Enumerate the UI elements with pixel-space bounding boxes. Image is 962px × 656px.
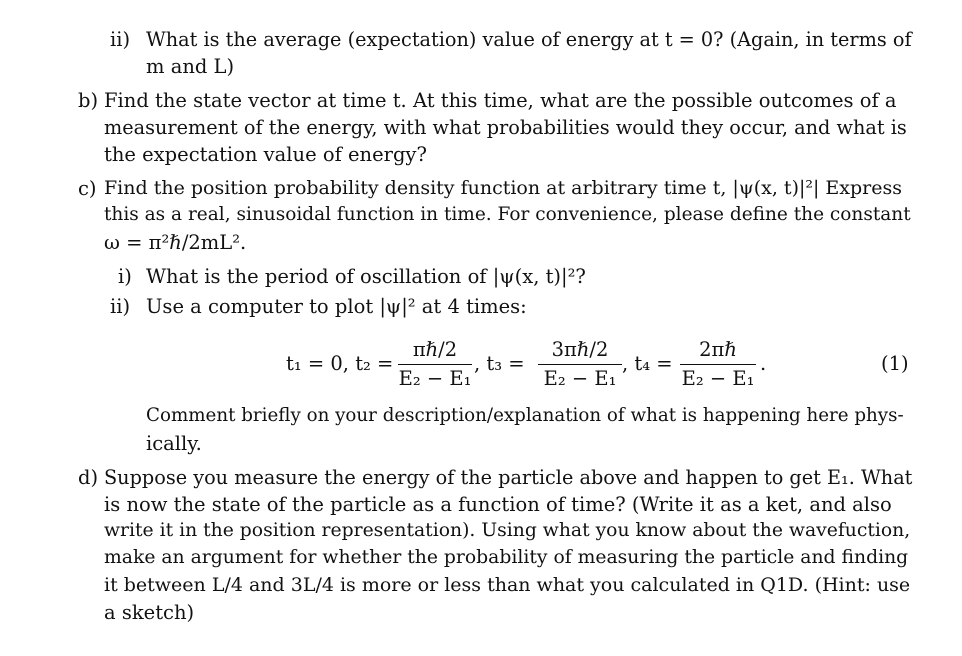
item-marker-a-ii: ii) [110, 28, 131, 51]
fraction-denominator: E₂ − E₁ [398, 366, 472, 390]
question-b-line1: Find the state vector at time t. At this time, what are the possible outcomes of a [104, 89, 897, 112]
fraction-numerator: 3πℏ/2 [551, 338, 609, 361]
fraction-bar [680, 364, 756, 365]
fraction-bar [398, 364, 472, 365]
equation-fraction-t4 [680, 340, 756, 388]
question-c-line3: ω = π²ℏ/2mL². [104, 231, 247, 254]
fraction-bar [538, 364, 622, 365]
fraction-numerator: 2πℏ [699, 338, 737, 361]
question-a-ii-line2: m and L) [146, 55, 235, 78]
fraction-denominator: E₂ − E₁ [681, 366, 755, 390]
question-d-line6: a sketch) [104, 601, 195, 624]
equation-t3: , t₃ = [474, 352, 525, 375]
item-marker-c-ii: ii) [110, 295, 131, 318]
equation-number: (1) [881, 352, 909, 375]
question-c-line1: Find the position probability density function at arbitrary time t, |ψ(x, t)|²| Express [104, 177, 903, 199]
item-marker-c-i: i) [118, 265, 132, 288]
fraction-denominator: E₂ − E₁ [543, 366, 617, 390]
question-d-line3: write it in the position representation). Using what you know about the wavefuction, [104, 520, 911, 541]
equation-fraction-t2 [398, 340, 472, 388]
question-c-i-text: What is the period of oscillation of |ψ(x, t)|²? [146, 265, 586, 288]
fraction-numerator: πℏ/2 [412, 338, 458, 361]
question-a-ii-line1: What is the average (expectation) value of energy at t = 0? (Again, in terms of [146, 28, 912, 51]
question-c-ii-text: Use a computer to plot |ψ|² at 4 times: [146, 295, 527, 318]
question-d-line1: Suppose you measure the energy of the particle above and happen to get E₁. What [104, 466, 913, 489]
comment-line1: Comment briefly on your description/explanation of what is happening here phys- [146, 405, 904, 426]
comment-line2: ically. [146, 432, 202, 455]
equation-fraction-t3 [538, 340, 622, 388]
equation-t4: , t₄ = [622, 352, 673, 375]
question-d-line2: is now the state of the particle as a function of time? (Write it as a ket, and also [104, 493, 892, 516]
item-marker-d: d) [78, 466, 99, 489]
question-c-line2: this as a real, sinusoidal function in time. For convenience, please define the constant [104, 204, 911, 225]
question-b-line2: measurement of the energy, with what probabilities would they occur, and what is [104, 116, 907, 139]
question-d-line5: it between L/4 and 3L/4 is more or less than what you calculated in Q1D. (Hint: use [104, 574, 911, 596]
item-marker-b: b) [78, 89, 99, 112]
question-b-line3: the expectation value of energy? [104, 143, 427, 166]
item-marker-c: c) [78, 177, 97, 200]
question-d-line4: make an argument for whether the probability of measuring the particle and finding [104, 547, 909, 568]
equation-period: . [760, 352, 767, 375]
equation-t1-t2: t₁ = 0, t₂ = [286, 352, 394, 375]
